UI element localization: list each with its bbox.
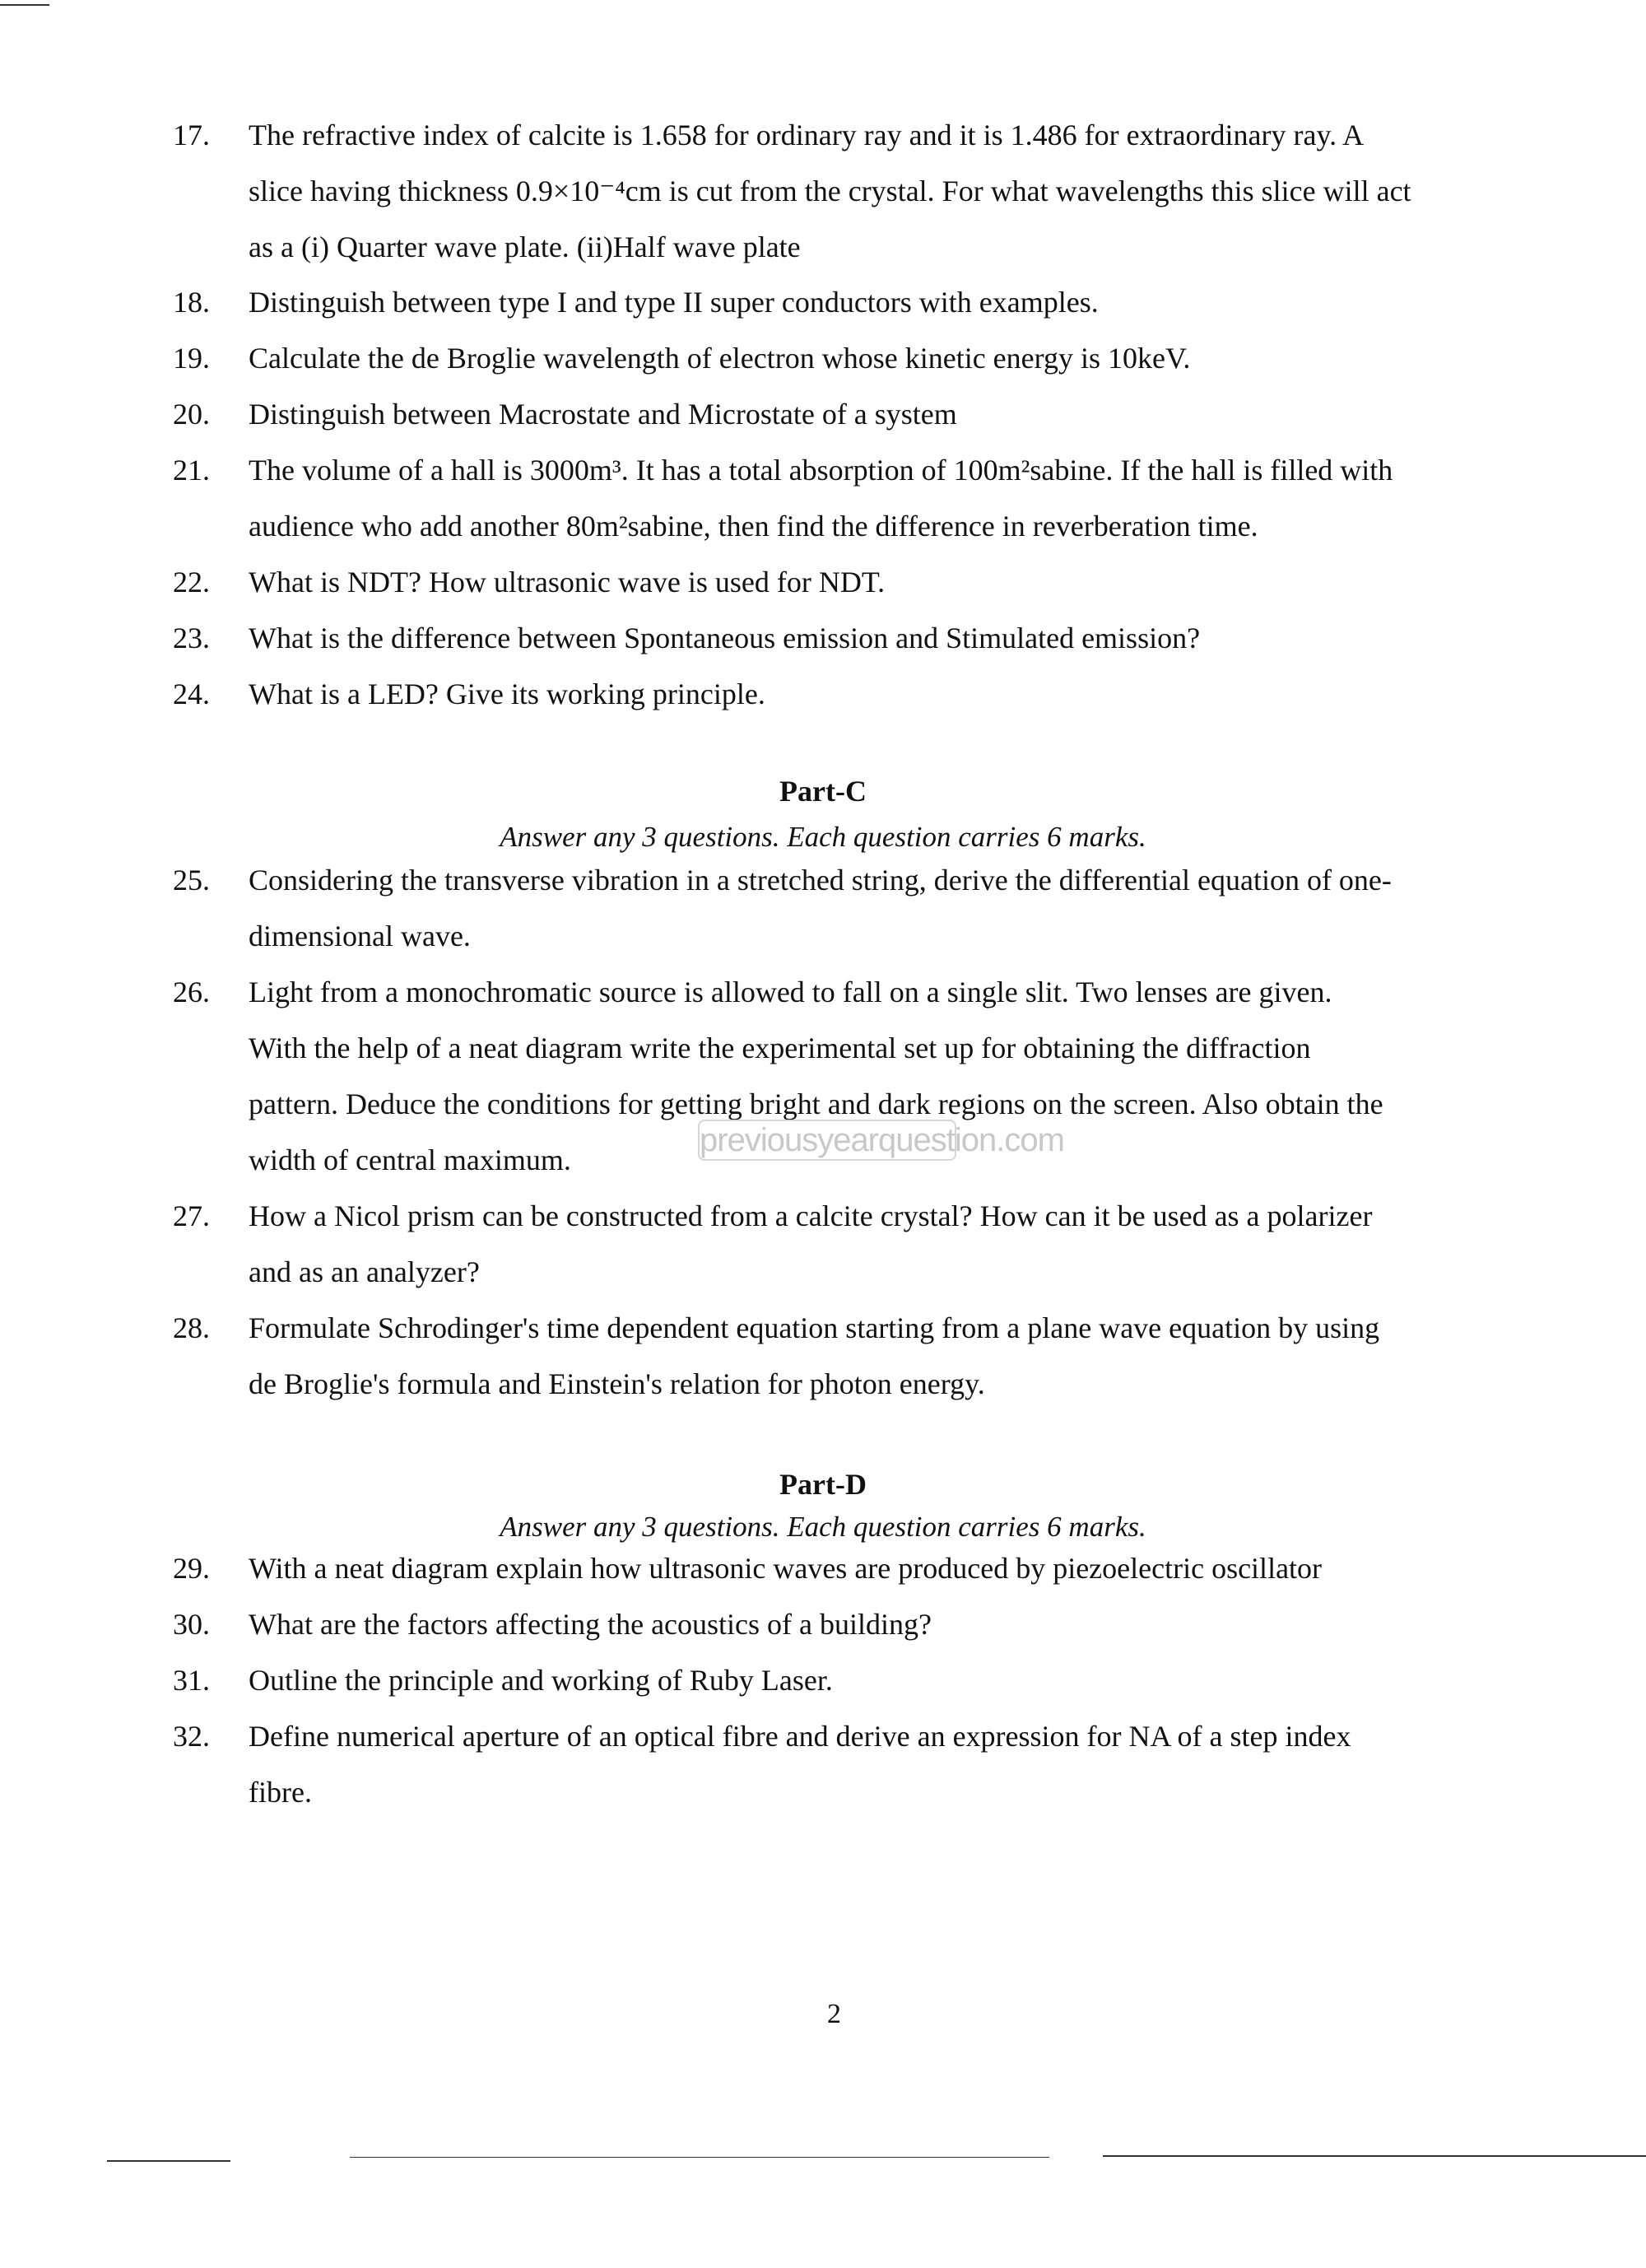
question-text: What is the difference between Spontaneous emission and Stimulated emission? — [249, 622, 1201, 654]
part-d-heading: Part-D — [779, 1468, 867, 1501]
question-number: 28. — [173, 1311, 210, 1344]
question-text: What are the factors affecting the acoustics of a building? — [249, 1608, 932, 1641]
question-text: The volume of a hall is 3000m³. It has a total absorption of 100m²sabine. If the hall is filled with audience who add another 80m²sabine, then find the difference in reverberation time. — [249, 454, 1393, 543]
question-text: Define numerical aperture of an optical fibre and derive an expression for NA of a step index fibre. — [249, 1720, 1351, 1809]
question-text: Distinguish between type I and type II super conductors with examples. — [249, 286, 1099, 319]
question-number: 17. — [173, 119, 210, 151]
watermark-logo: previousyearquestion.com — [698, 1120, 956, 1161]
question-number: 20. — [173, 398, 210, 431]
question-text: The refractive index of calcite is 1.658 for ordinary ray and it is 1.486 for extraordinary ray. A slice having thickness 0.9×10⁻⁴cm is cut from the crystal. For what wavelengths this slice will act as a (i) Quarter wave plate. (ii)Half wave plate — [249, 119, 1411, 263]
question-text: Considering the transverse vibration in a stretched string, derive the differential equation of one- dimensional wave. — [249, 864, 1392, 952]
question-text: With a neat diagram explain how ultrasonic waves are produced by piezoelectric oscillator — [249, 1552, 1323, 1585]
part-c-heading: Part-C — [779, 775, 867, 808]
question-number: 31. — [173, 1664, 210, 1697]
question-text: Outline the principle and working of Ruby Laser. — [249, 1664, 833, 1697]
question-number: 26. — [173, 976, 210, 1008]
footer-rule-right — [1103, 2155, 1646, 2157]
question-number: 21. — [173, 454, 210, 487]
question-text: Light from a monochromatic source is allowed to fall on a single slit. Two lenses are given. With the help of a neat diagram write the experimental set up for obtaining the diffraction pattern. Deduce the conditions for getting bright and dark regions on the screen. Also obtain the width of central maximum. — [249, 976, 1383, 1176]
question-number: 30. — [173, 1608, 210, 1641]
top-left-rule — [0, 4, 49, 6]
question-number: 29. — [173, 1552, 210, 1585]
part-c-instruction: Answer any 3 questions. Each question carries 6 marks. — [500, 821, 1146, 853]
part-d-instruction: Answer any 3 questions. Each question carries 6 marks. — [500, 1511, 1146, 1543]
question-text: Calculate the de Broglie wavelength of electron whose kinetic energy is 10keV. — [249, 342, 1191, 375]
question-number: 24. — [173, 678, 210, 710]
question-text: Formulate Schrodinger's time dependent equation starting from a plane wave equation by using de Broglie's formula and Einstein's relation for photon energy. — [249, 1311, 1380, 1400]
footer-rule-middle — [350, 2157, 1049, 2158]
question-text: What is a LED? Give its working principle. — [249, 678, 765, 710]
question-text: How a Nicol prism can be constructed from a calcite crystal? How can it be used as a polarizer and as an analyzer? — [249, 1199, 1373, 1288]
question-number: 23. — [173, 622, 210, 654]
question-text: What is NDT? How ultrasonic wave is used for NDT. — [249, 566, 886, 598]
question-number: 22. — [173, 566, 210, 598]
question-text: Distinguish between Macrostate and Microstate of a system — [249, 398, 957, 431]
question-number: 27. — [173, 1199, 210, 1232]
question-number: 18. — [173, 286, 210, 319]
question-number: 32. — [173, 1720, 210, 1753]
question-number: 19. — [173, 342, 210, 375]
page-number: 2 — [827, 1999, 841, 2029]
question-number: 25. — [173, 864, 210, 896]
footer-rule-left — [107, 2160, 230, 2162]
